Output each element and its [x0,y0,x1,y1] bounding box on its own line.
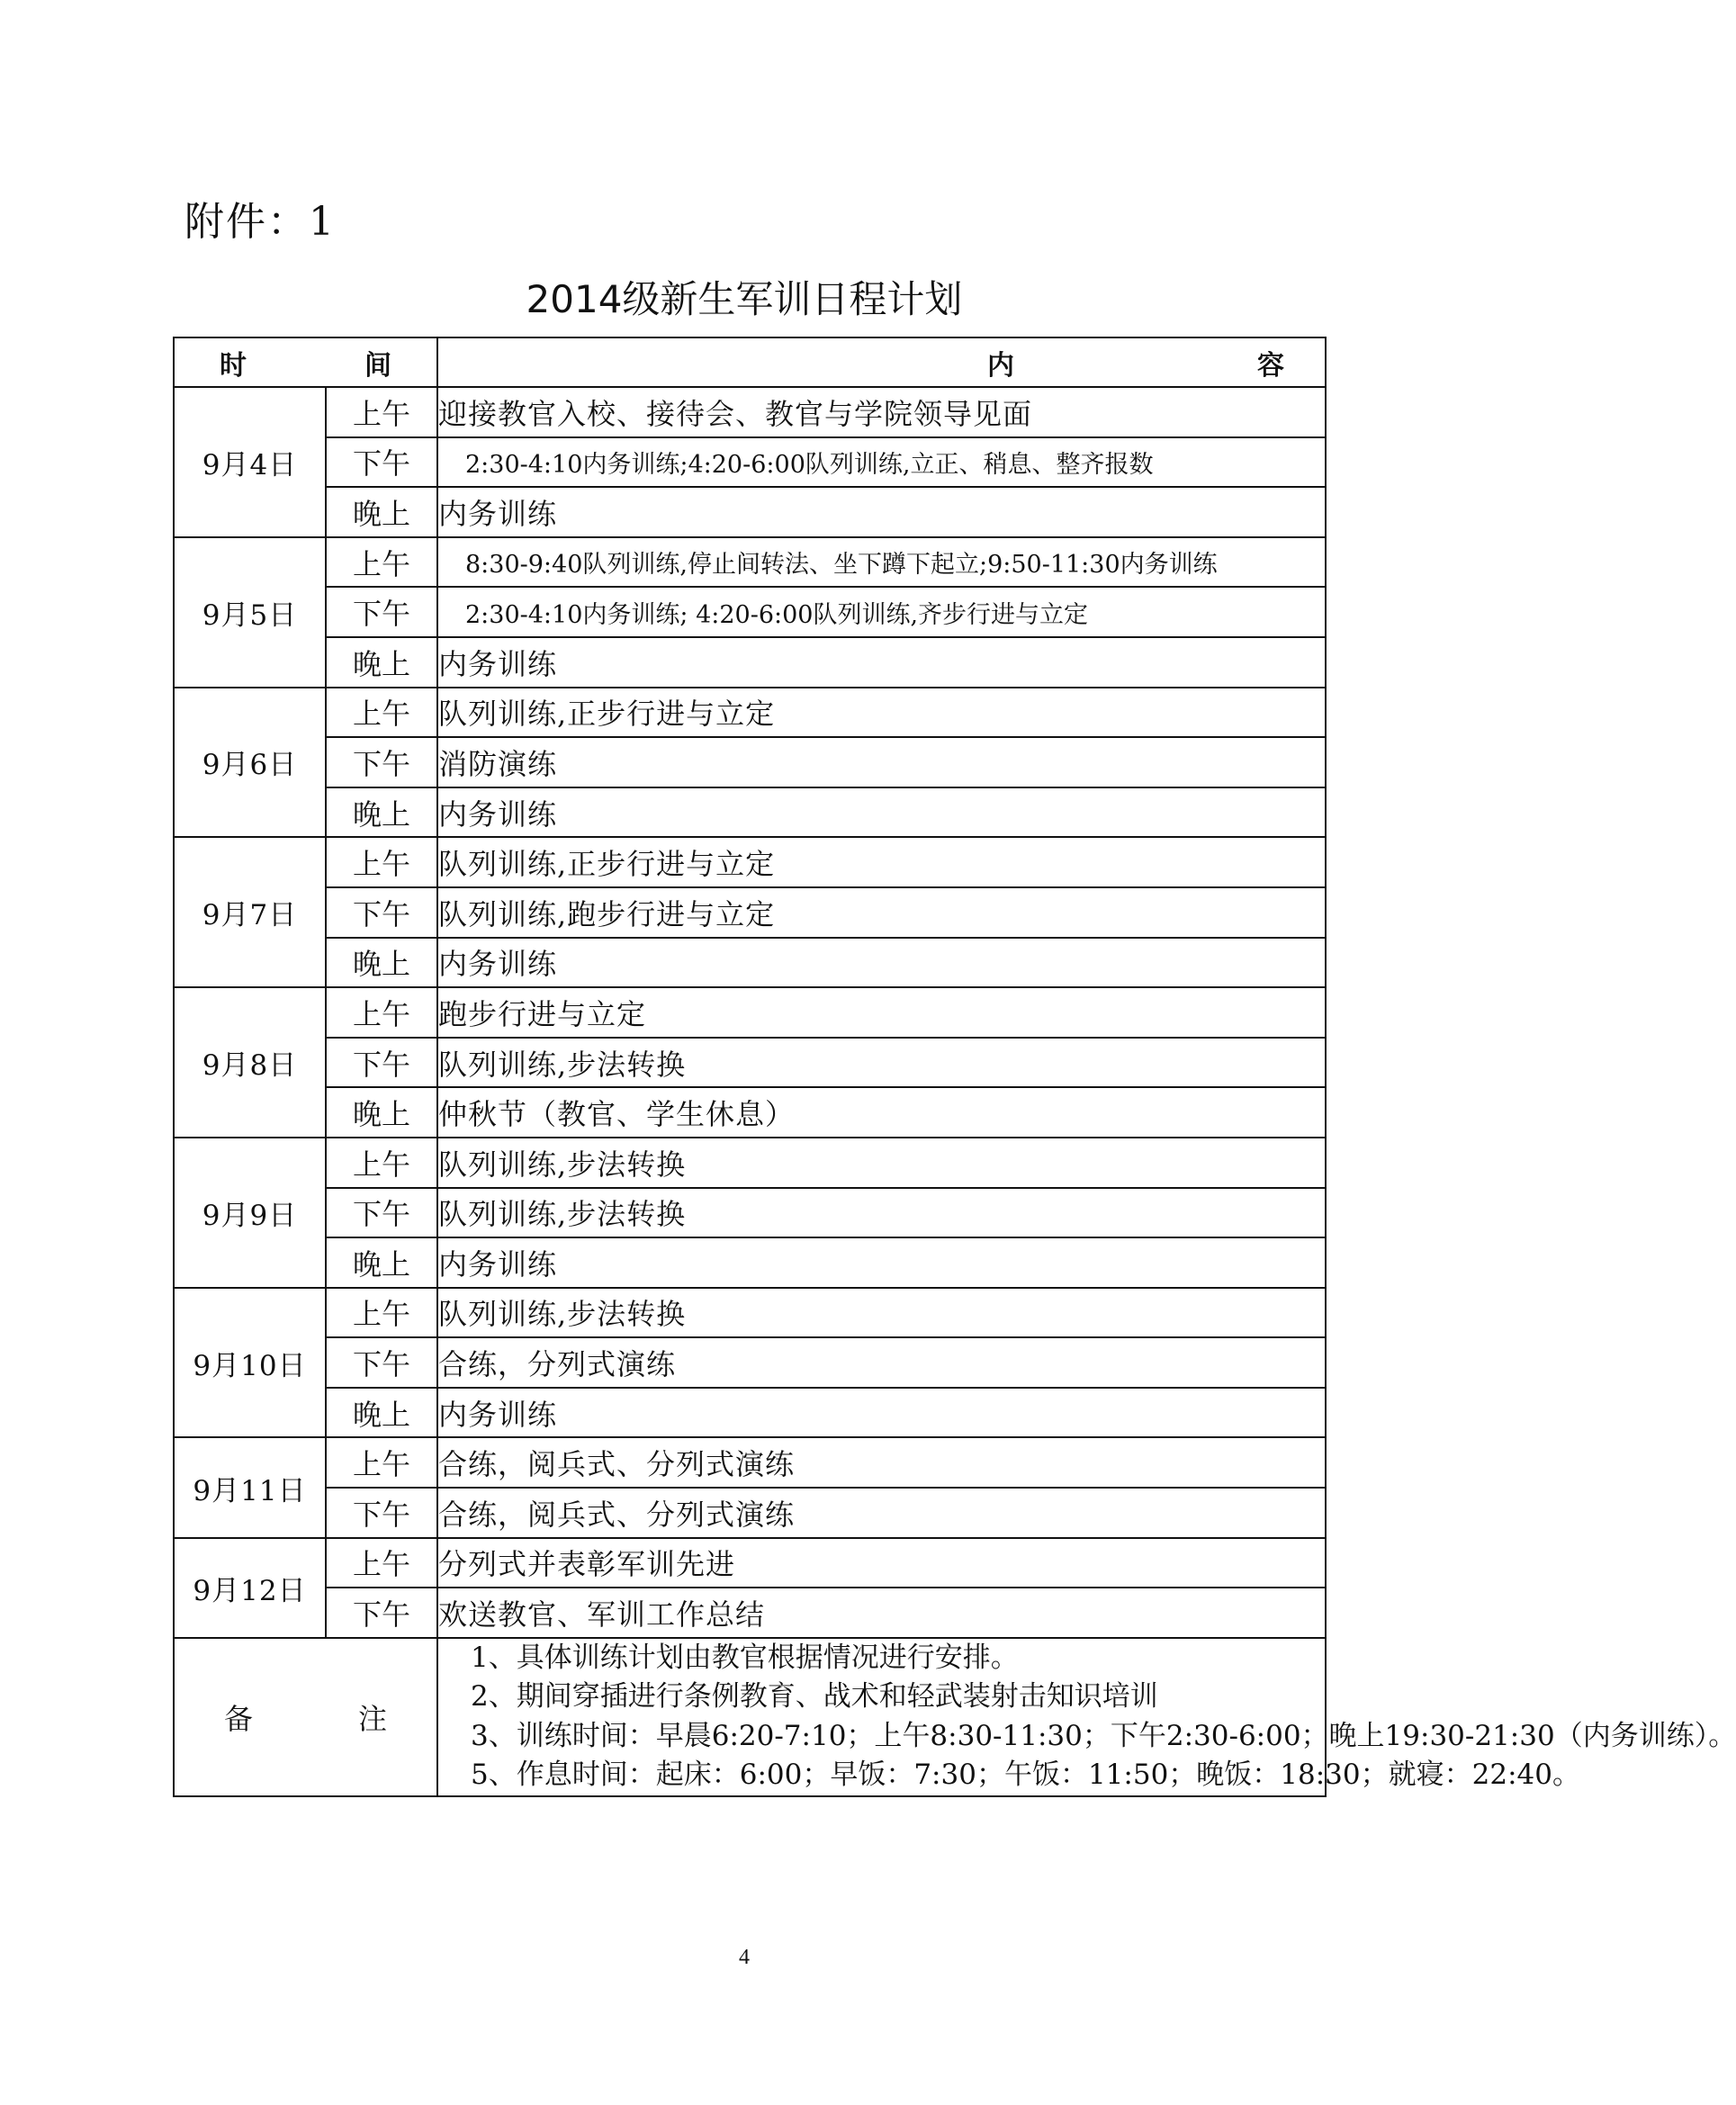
note-line: 5、作息时间：起床：6:00；早饭：7:30；午饭：11:50；晚饭：18:30；就寝：22:40。 [471,1759,1580,1792]
content-cell: 队列训练,步法转换 [437,1038,1326,1088]
period-cell: 上午 [326,688,437,738]
period-cell: 下午 [326,887,437,938]
table-row [174,837,1326,887]
period-cell: 下午 [326,1188,437,1238]
content-cell: 内务训练 [437,1388,1326,1438]
header-content [437,337,1326,387]
table-row [174,587,1326,637]
notes-label-char-2: 注 [357,1701,387,1736]
attachment-label: 附件：1 [184,199,336,245]
note-line: 1、具体训练计划由教官根据情况进行安排。 [471,1641,1019,1674]
table-row [174,1087,1326,1138]
table-row [174,1237,1326,1288]
table-row [174,688,1326,738]
table-row [174,487,1326,537]
table-row [174,1588,1326,1638]
content-cell: 队列训练,步法转换 [437,1188,1326,1238]
notes-content [437,1638,1736,1796]
date-cell: 9月11日 [174,1437,326,1537]
period-cell: 上午 [326,1538,437,1588]
period-cell: 晚上 [326,487,437,537]
period-cell: 上午 [326,1437,437,1488]
notes-row [174,1638,1326,1796]
table-row [174,737,1326,787]
table-row [174,1138,1326,1188]
table-row [174,1188,1326,1238]
header-time [174,337,437,387]
table-row [174,1337,1326,1388]
period-cell: 晚上 [326,1087,437,1138]
table-row [174,1488,1326,1538]
header-time-char-1: 时 [220,349,247,382]
period-cell: 晚上 [326,938,437,988]
period-cell: 晚上 [326,787,437,838]
content-cell: 仲秋节（教官、学生休息） [437,1087,1326,1138]
content-cell: 合练，分列式演练 [437,1337,1326,1388]
schedule-body [174,387,1326,1638]
period-cell: 下午 [326,1488,437,1538]
date-cell: 9月10日 [174,1288,326,1438]
header-content-char-1: 内 [987,349,1014,382]
period-cell: 晚上 [326,1237,437,1288]
notes-label [174,1638,437,1796]
content-cell: 内务训练 [437,787,1326,838]
content-cell: 队列训练,正步行进与立定 [437,837,1326,887]
notes-label-char-1: 备 [224,1701,254,1736]
table-row [174,987,1326,1038]
note-line: 2、期间穿插进行条例教育、战术和轻武装射击知识培训 [471,1680,1158,1714]
period-cell: 上午 [326,1138,437,1188]
content-cell: 队列训练,跑步行进与立定 [437,887,1326,938]
content-cell: 8:30-9:40队列训练,停止间转法、坐下蹲下起立;9:50-11:30内务训练 [437,537,1326,588]
period-cell: 下午 [326,1038,437,1088]
content-cell: 2:30-4:10内务训练;4:20-6:00队列训练,立正、稍息、整齐报数 [437,437,1326,488]
period-cell: 下午 [326,737,437,787]
period-cell: 上午 [326,387,437,437]
date-cell: 9月9日 [174,1138,326,1288]
period-cell: 下午 [326,1588,437,1638]
table-row [174,387,1326,437]
period-cell: 上午 [326,537,437,588]
table-row [174,1538,1326,1588]
content-cell: 消防演练 [437,737,1326,787]
content-cell: 内务训练 [437,938,1326,988]
period-cell: 上午 [326,1288,437,1338]
table-row [174,1288,1326,1338]
table-row [174,437,1326,488]
content-cell: 队列训练,步法转换 [437,1288,1326,1338]
period-cell: 晚上 [326,637,437,688]
content-cell: 合练，阅兵式、分列式演练 [437,1437,1326,1488]
document-title: 2014级新生军训日程计划 [526,277,963,321]
table-row [174,887,1326,938]
content-cell: 内务训练 [437,1237,1326,1288]
content-cell: 跑步行进与立定 [437,987,1326,1038]
date-cell: 9月8日 [174,987,326,1138]
content-cell: 2:30-4:10内务训练; 4:20-6:00队列训练,齐步行进与立定 [437,587,1326,637]
date-cell: 9月4日 [174,387,326,537]
table-header-row [174,337,1326,387]
period-cell: 下午 [326,1337,437,1388]
period-cell: 下午 [326,587,437,637]
date-cell: 9月7日 [174,837,326,987]
table-row [174,1038,1326,1088]
note-line: 3、训练时间：早晨6:20-7:10；上午8:30-11:30；下午2:30-6:00；晚上19:30-21:30（内务训练）。 [471,1719,1736,1752]
period-cell: 下午 [326,437,437,488]
schedule-table [173,337,1736,1797]
period-cell: 晚上 [326,1388,437,1438]
content-cell: 内务训练 [437,637,1326,688]
header-content-char-2: 容 [1257,349,1284,382]
content-cell: 欢送教官、军训工作总结 [437,1588,1326,1638]
content-cell: 队列训练,步法转换 [437,1138,1326,1188]
table-row [174,1388,1326,1438]
header-time-char-2: 间 [364,349,391,382]
period-cell: 上午 [326,987,437,1038]
content-cell: 合练，阅兵式、分列式演练 [437,1488,1326,1538]
date-cell: 9月12日 [174,1538,326,1638]
date-cell: 9月6日 [174,688,326,838]
table-row [174,637,1326,688]
date-cell: 9月5日 [174,537,326,688]
content-cell: 迎接教官入校、接待会、教官与学院领导见面 [437,387,1326,437]
table-row [174,787,1326,838]
content-cell: 内务训练 [437,487,1326,537]
period-cell: 上午 [326,837,437,887]
content-cell: 分列式并表彰军训先进 [437,1538,1326,1588]
table-row [174,1437,1326,1488]
content-cell: 队列训练,正步行进与立定 [437,688,1326,738]
page-number: 4 [739,1946,750,1969]
table-row [174,537,1326,588]
table-row [174,938,1326,988]
